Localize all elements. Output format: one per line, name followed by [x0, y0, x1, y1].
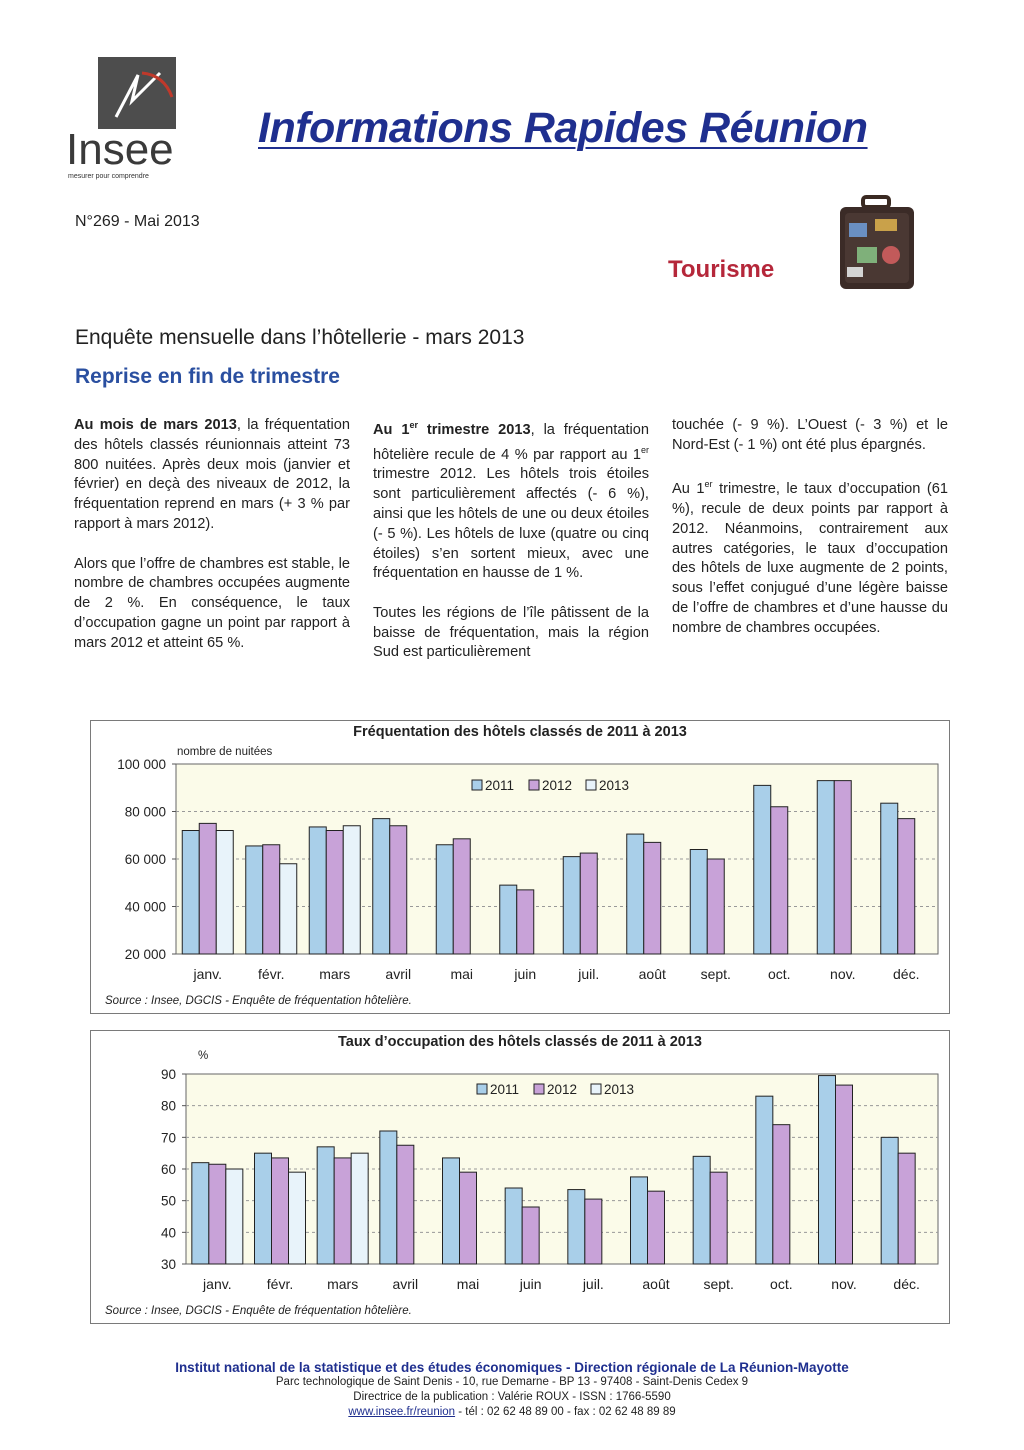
paragraph: Toutes les régions de l’île pâtissent de la baisse de fréquentation, mais la région Sud est particulièrement [373, 604, 649, 661]
bar-2012-7 [644, 842, 661, 954]
x-tick-label: févr. [266, 1276, 294, 1292]
bar-2011-9 [754, 785, 771, 954]
y-tick-label: 80 000 [124, 804, 166, 820]
bar-2012-10 [836, 1085, 853, 1264]
legend-label: 2012 [547, 1082, 578, 1097]
lead-part: Au 1 [373, 421, 410, 438]
x-tick-label: avril [385, 966, 412, 982]
occupation-chart [90, 1030, 950, 1324]
bar-2011-1 [246, 846, 263, 954]
y-tick-label: 90 [160, 1067, 176, 1082]
footer-phone: - tél : 02 62 48 89 00 - fax : 02 62 48 89 89 [455, 1406, 676, 1418]
x-tick-label: déc. [893, 966, 920, 982]
bar-2012-11 [898, 819, 915, 954]
x-tick-label: sept. [703, 1276, 734, 1292]
legend-swatch [591, 1084, 601, 1094]
x-tick-label: mai [450, 966, 474, 982]
issue-number: N°269 - Mai 2013 [75, 213, 200, 230]
bar-2011-8 [693, 1156, 710, 1264]
legend-swatch [534, 1084, 544, 1094]
body-text: , la fréquentation hôtelière recule de 4 % par rapport au 1 [373, 421, 649, 463]
suitcase-icon [835, 195, 920, 295]
bar-2011-6 [563, 857, 580, 954]
frequentation-chart [90, 720, 950, 1014]
bar-2011-3 [373, 819, 390, 954]
bar-2012-4 [453, 839, 470, 954]
x-tick-label: janv. [203, 1276, 232, 1292]
bar-2011-1 [255, 1153, 272, 1264]
logo-tagline: mesurer pour comprendre [68, 173, 149, 180]
bar-2012-5 [517, 890, 534, 954]
footer-address: Parc technologique de Saint Denis - 10, rue Demarne - BP 13 - 97408 - Saint-Denis Cedex 9 [275, 1376, 749, 1388]
x-tick-label: juil. [578, 966, 600, 982]
website-link[interactable]: www.insee.fr/reunion [348, 1406, 456, 1418]
bar-2012-6 [580, 853, 597, 954]
y-tick-label: 40 000 [124, 899, 166, 915]
y-tick-label: 20 000 [124, 947, 166, 962]
body-text: , la fréquentation des hôtels classés réunionnais atteint 73 800 nuitées. Après deux mois (janvier et février) en deçà des niveaux de 2012, la fréquentation reprend en mars (+ 3 % par rapport à mars 2012). [74, 417, 350, 532]
y-tick-label: 60 [160, 1162, 176, 1177]
y-tick-label: 80 [160, 1098, 176, 1114]
bar-2011-9 [756, 1096, 773, 1264]
insee-logo [62, 55, 182, 185]
bar-2011-0 [192, 1163, 209, 1264]
paragraph [74, 416, 350, 535]
chart-title: Fréquentation des hôtels classés de 2011 à 2013 [353, 724, 687, 740]
y-axis-label: nombre de nuitées [177, 746, 273, 758]
bar-2012-0 [209, 1164, 226, 1264]
superscript: er [704, 479, 713, 490]
x-tick-label: janv. [193, 966, 223, 982]
superscript: er [409, 420, 418, 430]
lead-part: trimestre 2013 [417, 421, 531, 438]
chart-source: Source : Insee, DGCIS - Enquête de fréquentation hôtelière. [105, 995, 412, 1007]
bar-2012-4 [460, 1172, 477, 1264]
bar-2012-1 [272, 1158, 289, 1264]
bar-2013-1 [289, 1172, 306, 1264]
bar-2012-3 [397, 1145, 414, 1264]
x-tick-label: juil. [582, 1276, 604, 1292]
bar-2011-10 [817, 781, 834, 954]
superscript: er [640, 444, 649, 455]
y-tick-label: 40 [160, 1225, 176, 1241]
bar-2012-0 [199, 823, 216, 954]
paragraph [672, 475, 948, 638]
bar-2011-5 [500, 885, 517, 954]
bar-2012-2 [326, 831, 343, 955]
frequentation-chart-svg [91, 721, 949, 1013]
x-tick-label: avril [392, 1276, 419, 1292]
y-tick-label: 70 [160, 1130, 176, 1146]
bar-2011-11 [881, 1137, 898, 1264]
bar-2011-8 [690, 850, 707, 955]
bar-2013-1 [280, 864, 297, 954]
y-tick-label: 60 000 [124, 852, 166, 867]
legend-label: 2011 [490, 1082, 520, 1097]
bar-2011-4 [443, 1158, 460, 1264]
bar-2012-10 [834, 781, 851, 954]
bar-2013-2 [343, 826, 360, 954]
legend-swatch [477, 1084, 487, 1094]
bar-2012-11 [898, 1153, 915, 1264]
lead-text [373, 422, 531, 438]
bar-2011-5 [505, 1188, 522, 1264]
footer [0, 1360, 1024, 1420]
publication-title: Informations Rapides Réunion [258, 104, 868, 152]
bar-2012-6 [585, 1199, 602, 1264]
body-text: trimestre 2012. Les hôtels trois étoiles sont particulièrement affectés (- 6 %), ainsi que les hôtels de une ou deux étoiles (- 5 %). Les hôtels de luxe (quatre ou cinq étoiles) s’en sortent mieux, avec une fréquentation en hausse de 1 %. [373, 466, 649, 582]
bar-2011-6 [568, 1190, 585, 1264]
bar-2012-1 [263, 845, 280, 954]
legend-label: 2013 [599, 778, 630, 793]
paragraph: Alors que l’offre de chambres est stable, le nombre de chambres occupées augmente de 2 %. En conséquence, le taux d’occupation gagne un point par rapport à mars 2012 et atteint 65 %. [74, 555, 350, 651]
logo-mark-icon [98, 57, 176, 129]
bar-2012-9 [773, 1125, 790, 1264]
chart-source: Source : Insee, DGCIS - Enquête de fréquentation hôtelière. [105, 1305, 412, 1317]
bar-2012-9 [771, 807, 788, 954]
bar-2013-0 [216, 831, 233, 955]
lead-text: Au mois de mars 2013 [74, 417, 237, 433]
occupation-chart-svg [91, 1031, 949, 1323]
bar-2011-3 [380, 1131, 397, 1264]
article-subtitle: Enquête mensuelle dans l’hôtellerie - mars 2013 [75, 326, 525, 349]
bar-2011-2 [317, 1147, 334, 1264]
x-tick-label: août [638, 966, 666, 982]
bar-2011-2 [309, 827, 326, 954]
theme-label: Tourisme [668, 256, 775, 283]
x-tick-label: nov. [830, 966, 856, 982]
bar-2012-8 [710, 1172, 727, 1264]
y-tick-label: 50 [160, 1193, 176, 1209]
legend-label: 2013 [604, 1082, 635, 1097]
bar-2011-0 [182, 831, 199, 955]
bar-2011-7 [631, 1177, 648, 1264]
x-tick-label: oct. [770, 1276, 793, 1292]
x-tick-label: sept. [700, 966, 731, 982]
x-tick-label: juin [519, 1276, 542, 1292]
body-text: trimestre, le taux d’occupation (61 %), recule de deux points par rapport à 2012. Néanmoins, contrairement aux autres catégories, le taux d’occupation des hôtels de luxe augmente de 2 points, sous l’effet conjugué d’une légère baisse de l’offre de chambres et d’une hausse du nombre de chambres occupées. [672, 481, 948, 636]
bar-2011-7 [627, 834, 644, 954]
legend-swatch [586, 780, 596, 790]
paragraph [373, 416, 649, 584]
bar-2011-4 [436, 845, 453, 954]
x-tick-label: mars [319, 966, 351, 982]
legend-label: 2012 [542, 778, 573, 793]
y-tick-label: 100 000 [117, 757, 166, 772]
x-tick-label: nov. [831, 1276, 857, 1292]
bar-2013-0 [226, 1169, 243, 1264]
bar-2012-7 [648, 1191, 665, 1264]
body-text: Au 1 [672, 481, 705, 498]
bar-2011-11 [881, 803, 898, 954]
column-3 [672, 416, 948, 658]
y-axis-label: % [198, 1050, 209, 1062]
column-1 [74, 416, 350, 673]
column-2 [373, 416, 649, 683]
x-tick-label: mars [327, 1276, 359, 1292]
bar-2012-2 [334, 1158, 351, 1264]
bar-2013-2 [351, 1153, 368, 1264]
x-tick-label: déc. [893, 1276, 920, 1292]
footer-director: Directrice de la publication : Valérie ROUX - ISSN : 1766-5590 [353, 1391, 671, 1403]
x-tick-label: oct. [767, 966, 791, 982]
x-tick-label: juin [514, 966, 537, 982]
x-tick-label: mai [456, 1276, 480, 1292]
chart-title: Taux d’occupation des hôtels classés de 2011 à 2013 [337, 1034, 702, 1050]
footer-contact [0, 1405, 1024, 1420]
x-tick-label: févr. [258, 966, 285, 982]
logo-text: Insee [66, 125, 174, 174]
footer-institute: Institut national de la statistique et des études économiques - Direction régionale de La Réunion-Mayotte [175, 1360, 849, 1375]
bar-2012-5 [522, 1207, 539, 1264]
legend-label: 2011 [485, 778, 515, 793]
bar-2012-3 [390, 826, 407, 954]
y-tick-label: 30 [160, 1257, 176, 1272]
legend-swatch [472, 780, 482, 790]
paragraph: touchée (- 9 %). L’Ouest (- 3 %) et le Nord-Est (- 1 %) ont été plus épargnés. [672, 417, 948, 453]
x-tick-label: août [642, 1276, 670, 1292]
article-headline: Reprise en fin de trimestre [75, 365, 340, 388]
bar-2011-10 [819, 1076, 836, 1264]
legend-swatch [529, 780, 539, 790]
bar-2012-8 [707, 859, 724, 954]
